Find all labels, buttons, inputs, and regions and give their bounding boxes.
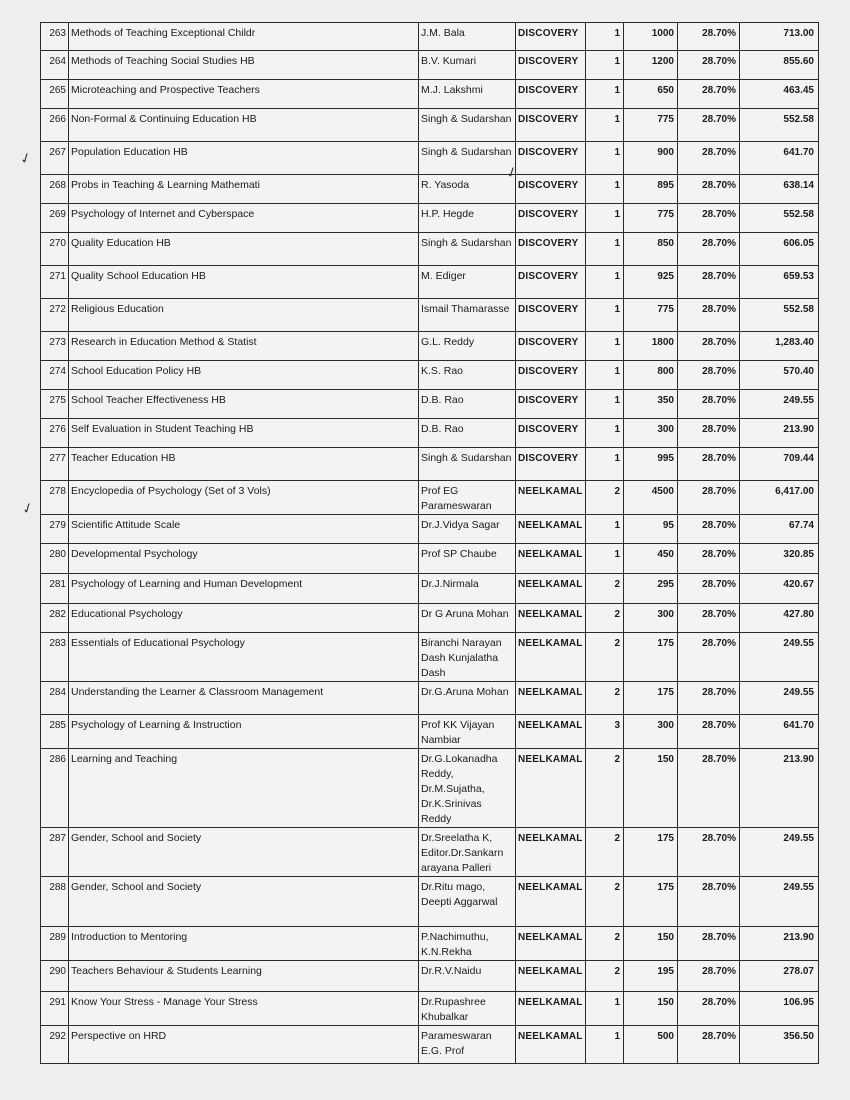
row-number-cell: 292: [41, 1026, 69, 1064]
book-title-cell: Learning and Teaching: [69, 749, 419, 828]
book-title-cell: Encyclopedia of Psychology (Set of 3 Vols): [69, 481, 419, 515]
quantity-cell: 2: [586, 604, 624, 633]
quantity-cell: 1: [586, 23, 624, 51]
net-amount-cell: 1,283.40: [740, 332, 819, 361]
book-title-cell: Educational Psychology: [69, 604, 419, 633]
publisher-name-cell: NEELKAMAL: [516, 961, 586, 992]
table-row: [41, 361, 819, 390]
row-number-cell: 283: [41, 633, 69, 682]
table-row: [41, 481, 819, 515]
discount-rate-cell: 28.70%: [678, 927, 740, 961]
unit-price-cell: 300: [624, 419, 678, 448]
table-row: [41, 266, 819, 299]
net-amount-cell: 463.45: [740, 80, 819, 109]
table-row: [41, 51, 819, 80]
table-row: [41, 715, 819, 749]
net-amount-cell: 709.44: [740, 448, 819, 481]
author-name-cell: D.B. Rao: [419, 419, 516, 448]
table-row: [41, 749, 819, 828]
author-name-cell: P.Nachimuthu, K.N.Rekha: [419, 927, 516, 961]
book-title-cell: Research in Education Method & Statist: [69, 332, 419, 361]
quantity-cell: 1: [586, 299, 624, 332]
row-number-cell: 268: [41, 175, 69, 204]
author-name-cell: B.V. Kumari: [419, 51, 516, 80]
author-name-cell: Dr.Ritu mago, Deepti Aggarwal: [419, 877, 516, 927]
discount-rate-cell: 28.70%: [678, 604, 740, 633]
row-number-cell: 265: [41, 80, 69, 109]
table-row: [41, 233, 819, 266]
row-number-cell: 290: [41, 961, 69, 992]
unit-price-cell: 175: [624, 682, 678, 715]
book-title-cell: Microteaching and Prospective Teachers: [69, 80, 419, 109]
discount-rate-cell: 28.70%: [678, 233, 740, 266]
unit-price-cell: 175: [624, 877, 678, 927]
unit-price-cell: 150: [624, 749, 678, 828]
net-amount-cell: 420.67: [740, 574, 819, 604]
book-title-cell: Teachers Behaviour & Students Learning: [69, 961, 419, 992]
net-amount-cell: 427.80: [740, 604, 819, 633]
discount-rate-cell: 28.70%: [678, 266, 740, 299]
author-name-cell: Dr.Sreelatha K, Editor.Dr.Sankarn arayana Palleri: [419, 828, 516, 877]
publisher-name-cell: DISCOVERY: [516, 299, 586, 332]
row-number-cell: 263: [41, 23, 69, 51]
net-amount-cell: 213.90: [740, 419, 819, 448]
quantity-cell: 1: [586, 204, 624, 233]
author-name-cell: D.B. Rao: [419, 390, 516, 419]
table-row: [41, 419, 819, 448]
unit-price-cell: 500: [624, 1026, 678, 1064]
quantity-cell: 1: [586, 448, 624, 481]
table-row: [41, 544, 819, 574]
unit-price-cell: 1800: [624, 332, 678, 361]
row-number-cell: 286: [41, 749, 69, 828]
unit-price-cell: 450: [624, 544, 678, 574]
net-amount-cell: 659.53: [740, 266, 819, 299]
unit-price-cell: 150: [624, 992, 678, 1026]
row-number-cell: 287: [41, 828, 69, 877]
discount-rate-cell: 28.70%: [678, 828, 740, 877]
author-name-cell: Singh & Sudarshan: [419, 448, 516, 481]
net-amount-cell: 249.55: [740, 390, 819, 419]
publisher-name-cell: NEELKAMAL: [516, 682, 586, 715]
row-number-cell: 281: [41, 574, 69, 604]
publisher-name-cell: DISCOVERY: [516, 80, 586, 109]
publisher-name-cell: DISCOVERY: [516, 23, 586, 51]
author-name-cell: Prof EG Parameswaran: [419, 481, 516, 515]
unit-price-cell: 895: [624, 175, 678, 204]
unit-price-cell: 775: [624, 109, 678, 142]
discount-rate-cell: 28.70%: [678, 361, 740, 390]
discount-rate-cell: 28.70%: [678, 749, 740, 828]
publisher-name-cell: DISCOVERY: [516, 266, 586, 299]
discount-rate-cell: 28.70%: [678, 1026, 740, 1064]
net-amount-cell: 713.00: [740, 23, 819, 51]
author-name-cell: G.L. Reddy: [419, 332, 516, 361]
publisher-name-cell: NEELKAMAL: [516, 604, 586, 633]
discount-rate-cell: 28.70%: [678, 204, 740, 233]
net-amount-cell: 641.70: [740, 715, 819, 749]
publisher-name-cell: DISCOVERY: [516, 175, 586, 204]
book-title-cell: Know Your Stress - Manage Your Stress: [69, 992, 419, 1026]
book-title-cell: Probs in Teaching & Learning Mathemati: [69, 175, 419, 204]
row-number-cell: 289: [41, 927, 69, 961]
net-amount-cell: 552.58: [740, 204, 819, 233]
publisher-name-cell: DISCOVERY: [516, 390, 586, 419]
quantity-cell: 1: [586, 361, 624, 390]
author-name-cell: Parameswaran E.G. Prof: [419, 1026, 516, 1064]
row-number-cell: 276: [41, 419, 69, 448]
author-name-cell: Dr.G.Lokanadha Reddy, Dr.M.Sujatha, Dr.K.Srinivas Reddy: [419, 749, 516, 828]
quantity-cell: 2: [586, 682, 624, 715]
author-name-cell: Singh & Sudarshan: [419, 233, 516, 266]
book-price-table: [40, 22, 819, 1064]
unit-price-cell: 650: [624, 80, 678, 109]
row-number-cell: 291: [41, 992, 69, 1026]
net-amount-cell: 570.40: [740, 361, 819, 390]
net-amount-cell: 106.95: [740, 992, 819, 1026]
net-amount-cell: 606.05: [740, 233, 819, 266]
book-title-cell: Perspective on HRD: [69, 1026, 419, 1064]
unit-price-cell: 775: [624, 204, 678, 233]
publisher-name-cell: DISCOVERY: [516, 419, 586, 448]
table-row: [41, 604, 819, 633]
book-title-cell: Non-Formal & Continuing Education HB: [69, 109, 419, 142]
handwritten-check-mark: ✓: [503, 162, 520, 182]
unit-price-cell: 800: [624, 361, 678, 390]
quantity-cell: 2: [586, 574, 624, 604]
book-title-cell: Introduction to Mentoring: [69, 927, 419, 961]
publisher-name-cell: DISCOVERY: [516, 448, 586, 481]
discount-rate-cell: 28.70%: [678, 682, 740, 715]
table-row: [41, 109, 819, 142]
quantity-cell: 2: [586, 481, 624, 515]
unit-price-cell: 175: [624, 633, 678, 682]
publisher-name-cell: NEELKAMAL: [516, 1026, 586, 1064]
publisher-name-cell: DISCOVERY: [516, 204, 586, 233]
quantity-cell: 1: [586, 390, 624, 419]
row-number-cell: 269: [41, 204, 69, 233]
author-name-cell: Dr.R.V.Naidu: [419, 961, 516, 992]
book-title-cell: Teacher Education HB: [69, 448, 419, 481]
net-amount-cell: 855.60: [740, 51, 819, 80]
net-amount-cell: 249.55: [740, 877, 819, 927]
quantity-cell: 1: [586, 1026, 624, 1064]
table-row: [41, 574, 819, 604]
net-amount-cell: 278.07: [740, 961, 819, 992]
quantity-cell: 1: [586, 109, 624, 142]
table-row: [41, 877, 819, 927]
unit-price-cell: 850: [624, 233, 678, 266]
book-title-cell: Quality Education HB: [69, 233, 419, 266]
table-row: [41, 142, 819, 175]
author-name-cell: H.P. Hegde: [419, 204, 516, 233]
row-number-cell: 272: [41, 299, 69, 332]
discount-rate-cell: 28.70%: [678, 80, 740, 109]
book-title-cell: Essentials of Educational Psychology: [69, 633, 419, 682]
book-title-cell: School Teacher Effectiveness HB: [69, 390, 419, 419]
book-title-cell: Psychology of Learning and Human Development: [69, 574, 419, 604]
publisher-name-cell: NEELKAMAL: [516, 544, 586, 574]
unit-price-cell: 300: [624, 604, 678, 633]
unit-price-cell: 1000: [624, 23, 678, 51]
unit-price-cell: 150: [624, 927, 678, 961]
discount-rate-cell: 28.70%: [678, 448, 740, 481]
author-name-cell: Dr G Aruna Mohan: [419, 604, 516, 633]
author-name-cell: M.J. Lakshmi: [419, 80, 516, 109]
book-title-cell: Developmental Psychology: [69, 544, 419, 574]
row-number-cell: 284: [41, 682, 69, 715]
discount-rate-cell: 28.70%: [678, 51, 740, 80]
row-number-cell: 282: [41, 604, 69, 633]
publisher-name-cell: NEELKAMAL: [516, 715, 586, 749]
publisher-name-cell: NEELKAMAL: [516, 574, 586, 604]
author-name-cell: Singh & Sudarshan: [419, 142, 516, 175]
publisher-name-cell: DISCOVERY: [516, 361, 586, 390]
book-title-cell: Religious Education: [69, 299, 419, 332]
quantity-cell: 1: [586, 142, 624, 175]
net-amount-cell: 552.58: [740, 299, 819, 332]
quantity-cell: 1: [586, 332, 624, 361]
unit-price-cell: 900: [624, 142, 678, 175]
quantity-cell: 1: [586, 51, 624, 80]
book-title-cell: Gender, School and Society: [69, 828, 419, 877]
quantity-cell: 1: [586, 266, 624, 299]
book-title-cell: School Education Policy HB: [69, 361, 419, 390]
publisher-name-cell: NEELKAMAL: [516, 515, 586, 544]
author-name-cell: Biranchi Narayan Dash Kunjalatha Dash: [419, 633, 516, 682]
author-name-cell: Ismail Thamarasse: [419, 299, 516, 332]
handwritten-check-mark: ✓: [17, 148, 34, 168]
author-name-cell: J.M. Bala: [419, 23, 516, 51]
handwritten-check-mark: ✓: [19, 498, 36, 518]
discount-rate-cell: 28.70%: [678, 109, 740, 142]
author-name-cell: M. Ediger: [419, 266, 516, 299]
publisher-name-cell: NEELKAMAL: [516, 828, 586, 877]
net-amount-cell: 67.74: [740, 515, 819, 544]
author-name-cell: Dr.Rupashree Khubalkar: [419, 992, 516, 1026]
row-number-cell: 266: [41, 109, 69, 142]
row-number-cell: 271: [41, 266, 69, 299]
net-amount-cell: 356.50: [740, 1026, 819, 1064]
row-number-cell: 288: [41, 877, 69, 927]
net-amount-cell: 641.70: [740, 142, 819, 175]
net-amount-cell: 213.90: [740, 749, 819, 828]
quantity-cell: 3: [586, 715, 624, 749]
row-number-cell: 270: [41, 233, 69, 266]
unit-price-cell: 175: [624, 828, 678, 877]
table-row: [41, 828, 819, 877]
quantity-cell: 1: [586, 992, 624, 1026]
unit-price-cell: 350: [624, 390, 678, 419]
row-number-cell: 279: [41, 515, 69, 544]
unit-price-cell: 995: [624, 448, 678, 481]
quantity-cell: 2: [586, 961, 624, 992]
quantity-cell: 2: [586, 749, 624, 828]
unit-price-cell: 95: [624, 515, 678, 544]
author-name-cell: Dr.J.Vidya Sagar: [419, 515, 516, 544]
publisher-name-cell: DISCOVERY: [516, 233, 586, 266]
unit-price-cell: 295: [624, 574, 678, 604]
net-amount-cell: 249.55: [740, 682, 819, 715]
unit-price-cell: 775: [624, 299, 678, 332]
discount-rate-cell: 28.70%: [678, 544, 740, 574]
unit-price-cell: 195: [624, 961, 678, 992]
net-amount-cell: 320.85: [740, 544, 819, 574]
table-row: [41, 175, 819, 204]
table-row: [41, 448, 819, 481]
table-row: [41, 992, 819, 1026]
row-number-cell: 275: [41, 390, 69, 419]
discount-rate-cell: 28.70%: [678, 877, 740, 927]
row-number-cell: 278: [41, 481, 69, 515]
publisher-name-cell: DISCOVERY: [516, 51, 586, 80]
quantity-cell: 1: [586, 175, 624, 204]
publisher-name-cell: DISCOVERY: [516, 109, 586, 142]
discount-rate-cell: 28.70%: [678, 481, 740, 515]
publisher-name-cell: NEELKAMAL: [516, 877, 586, 927]
table-row: [41, 515, 819, 544]
discount-rate-cell: 28.70%: [678, 175, 740, 204]
discount-rate-cell: 28.70%: [678, 142, 740, 175]
quantity-cell: 1: [586, 515, 624, 544]
author-name-cell: R. Yasoda: [419, 175, 516, 204]
table-row: [41, 299, 819, 332]
net-amount-cell: 249.55: [740, 828, 819, 877]
unit-price-cell: 1200: [624, 51, 678, 80]
discount-rate-cell: 28.70%: [678, 390, 740, 419]
table-row: [41, 390, 819, 419]
publisher-name-cell: NEELKAMAL: [516, 749, 586, 828]
row-number-cell: 273: [41, 332, 69, 361]
discount-rate-cell: 28.70%: [678, 715, 740, 749]
author-name-cell: Singh & Sudarshan: [419, 109, 516, 142]
discount-rate-cell: 28.70%: [678, 992, 740, 1026]
book-title-cell: Population Education HB: [69, 142, 419, 175]
author-name-cell: Prof KK Vijayan Nambiar: [419, 715, 516, 749]
publisher-name-cell: DISCOVERY: [516, 142, 586, 175]
row-number-cell: 264: [41, 51, 69, 80]
table-row: [41, 633, 819, 682]
row-number-cell: 285: [41, 715, 69, 749]
quantity-cell: 1: [586, 419, 624, 448]
net-amount-cell: 552.58: [740, 109, 819, 142]
quantity-cell: 2: [586, 828, 624, 877]
discount-rate-cell: 28.70%: [678, 23, 740, 51]
discount-rate-cell: 28.70%: [678, 419, 740, 448]
book-title-cell: Methods of Teaching Social Studies HB: [69, 51, 419, 80]
table-row: [41, 1026, 819, 1064]
discount-rate-cell: 28.70%: [678, 515, 740, 544]
discount-rate-cell: 28.70%: [678, 961, 740, 992]
book-title-cell: Psychology of Learning & Instruction: [69, 715, 419, 749]
table-row: [41, 961, 819, 992]
row-number-cell: 274: [41, 361, 69, 390]
table-body: [41, 23, 819, 1064]
quantity-cell: 1: [586, 233, 624, 266]
discount-rate-cell: 28.70%: [678, 299, 740, 332]
book-title-cell: Quality School Education HB: [69, 266, 419, 299]
book-list-sheet: [40, 22, 818, 1064]
publisher-name-cell: NEELKAMAL: [516, 481, 586, 515]
quantity-cell: 2: [586, 927, 624, 961]
author-name-cell: Dr.J.Nirmala: [419, 574, 516, 604]
book-title-cell: Methods of Teaching Exceptional Childr: [69, 23, 419, 51]
unit-price-cell: 300: [624, 715, 678, 749]
unit-price-cell: 925: [624, 266, 678, 299]
book-title-cell: Gender, School and Society: [69, 877, 419, 927]
discount-rate-cell: 28.70%: [678, 574, 740, 604]
book-title-cell: Self Evaluation in Student Teaching HB: [69, 419, 419, 448]
quantity-cell: 2: [586, 633, 624, 682]
row-number-cell: 280: [41, 544, 69, 574]
publisher-name-cell: DISCOVERY: [516, 332, 586, 361]
unit-price-cell: 4500: [624, 481, 678, 515]
net-amount-cell: 6,417.00: [740, 481, 819, 515]
publisher-name-cell: NEELKAMAL: [516, 927, 586, 961]
quantity-cell: 1: [586, 544, 624, 574]
table-row: [41, 927, 819, 961]
book-title-cell: Psychology of Internet and Cyberspace: [69, 204, 419, 233]
discount-rate-cell: 28.70%: [678, 332, 740, 361]
table-row: [41, 682, 819, 715]
net-amount-cell: 638.14: [740, 175, 819, 204]
publisher-name-cell: NEELKAMAL: [516, 633, 586, 682]
table-row: [41, 332, 819, 361]
net-amount-cell: 249.55: [740, 633, 819, 682]
table-row: [41, 80, 819, 109]
author-name-cell: Prof SP Chaube: [419, 544, 516, 574]
author-name-cell: Dr.G.Aruna Mohan: [419, 682, 516, 715]
quantity-cell: 2: [586, 877, 624, 927]
quantity-cell: 1: [586, 80, 624, 109]
table-row: [41, 23, 819, 51]
publisher-name-cell: NEELKAMAL: [516, 992, 586, 1026]
row-number-cell: 267: [41, 142, 69, 175]
net-amount-cell: 213.90: [740, 927, 819, 961]
discount-rate-cell: 28.70%: [678, 633, 740, 682]
book-title-cell: Understanding the Learner & Classroom Management: [69, 682, 419, 715]
book-title-cell: Scientific Attitude Scale: [69, 515, 419, 544]
table-row: [41, 204, 819, 233]
author-name-cell: K.S. Rao: [419, 361, 516, 390]
row-number-cell: 277: [41, 448, 69, 481]
